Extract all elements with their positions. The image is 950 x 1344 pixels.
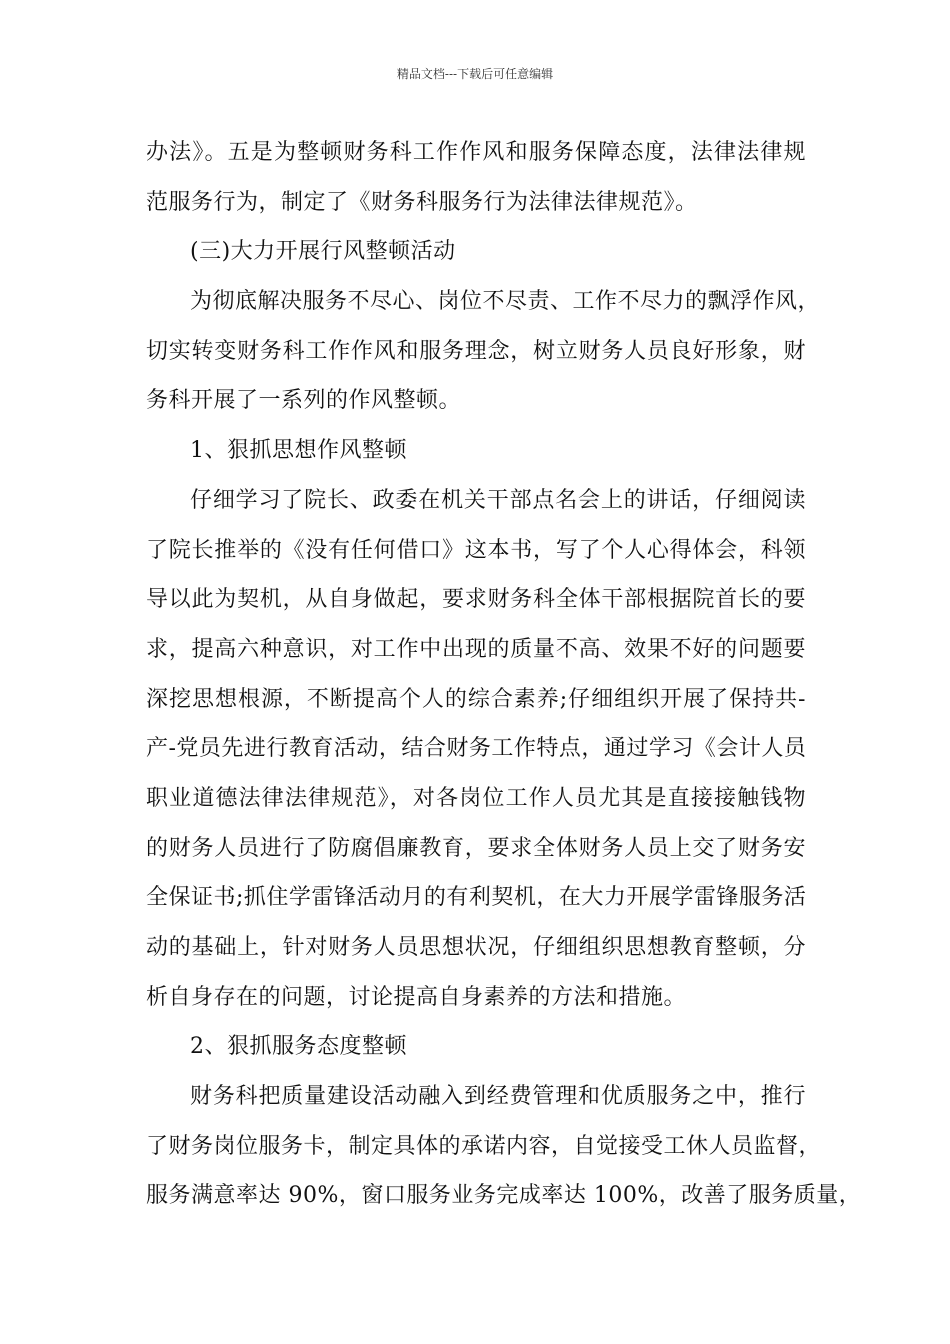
text-line: 析自身存在的问题，讨论提高自身素养的方法和措施。	[146, 984, 687, 1010]
text-line: 全保证书;抓住学雷锋活动月的有利契机，在大力开展学雷锋服务活	[146, 885, 807, 911]
text-line: 范服务行为，制定了《财务科服务行为法律法律规范》。	[146, 189, 698, 215]
section-heading: (三)大力开展行风整顿活动	[190, 239, 456, 265]
text-line: 产-党员先进行教育活动，结合财务工作特点，通过学习《会计人员	[146, 736, 807, 762]
text-line: 仔细学习了院长、政委在机关干部点名会上的讲话，仔细阅读	[190, 487, 806, 513]
text-line: 深挖思想根源，不断提高个人的综合素养;仔细组织开展了保持共-	[146, 686, 806, 712]
text-line: 职业道德法律法律规范》，对各岗位工作人员尤其是直接接触钱物	[146, 785, 806, 811]
text-line: 服务满意率达 90%，窗口服务业务完成率达 100%，改善了服务质量，	[146, 1183, 862, 1209]
text-line: 务科开展了一系列的作风整顿。	[146, 388, 462, 414]
subsection-heading: 1、狠抓思想作风整顿	[190, 438, 407, 464]
text-line: 了财务岗位服务卡，制定具体的承诺内容，自觉接受工休人员监督，	[146, 1133, 822, 1159]
text-line: 切实转变财务科工作作风和服务理念，树立财务人员良好形象，财	[146, 338, 806, 364]
page-header: 精品文档---下载后可任意编辑	[396, 67, 554, 81]
text-line: 动的基础上，针对财务人员思想状况，仔细组织思想教育整顿，分	[146, 935, 806, 960]
text-line: 导以此为契机，从自身做起，要求财务科全体干部根据院首长的要	[146, 587, 806, 613]
text-line: 了院长推举的《没有任何借口》这本书，写了个人心得体会，科领	[146, 537, 806, 563]
document-body	[146, 128, 862, 1221]
text-line: 求，提高六种意识，对工作中出现的质量不高、效果不好的问题要	[146, 636, 806, 662]
text-line: 的财务人员进行了防腐倡廉教育，要求全体财务人员上交了财务安	[146, 835, 806, 861]
subsection-heading: 2、狠抓服务态度整顿	[190, 1034, 407, 1060]
text-line: 财务科把质量建设活动融入到经费管理和优质服务之中，推行	[190, 1084, 806, 1110]
text-line: 办法》。五是为整顿财务科工作作风和服务保障态度，法律法律规	[146, 140, 806, 165]
text-line: 为彻底解决服务不尽心、岗位不尽责、工作不尽力的飘浮作风，	[190, 289, 821, 315]
